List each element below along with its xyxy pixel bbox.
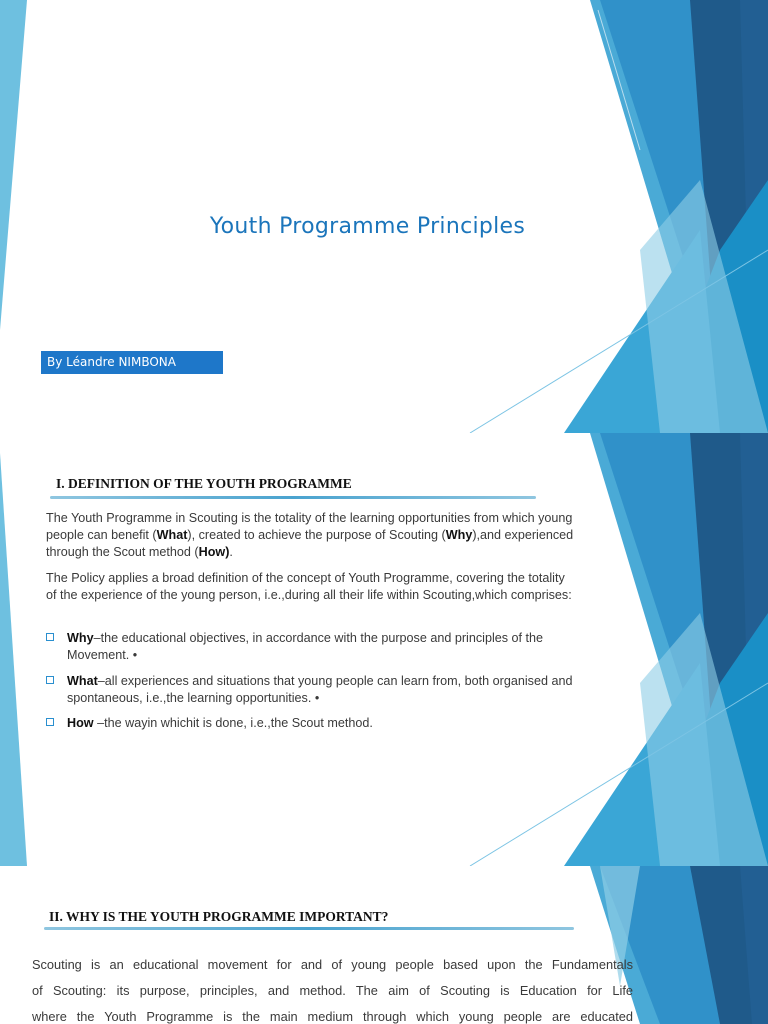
policy-paragraph: The Policy applies a broad definition of the concept of Youth Programme, covering the totality of the experience of the young person, i.e.,during all their life within Scouting,which comprises: xyxy=(46,571,572,602)
heading-underline xyxy=(50,496,536,499)
author-byline: By Léandre NIMBONA xyxy=(41,351,223,374)
importance-line: Scouting is an educational movement for and of young people based upon the Fundamentals xyxy=(32,957,633,972)
hollow-square-bullet-icon xyxy=(46,676,54,684)
importance-line: of Scouting: its purpose, principles, and method. The aim of Scouting is Education for Life xyxy=(32,983,633,998)
importance-line: where the Youth Programme is the main medium through which young people are educated xyxy=(32,1009,633,1024)
section-heading: II. WHY IS THE YOUTH PROGRAMME IMPORTANT? xyxy=(49,909,389,924)
title-slide xyxy=(0,0,768,433)
definition-paragraph: The Youth Programme in Scouting is the totality of the learning opportunities from which young people can benefit (What), created to achieve the purpose of Scouting (Why),and experienced through the Scout method (How). xyxy=(46,511,574,559)
heading-underline xyxy=(44,927,574,930)
list-item: Why–the educational objectives, in accordance with the purpose and principles of the Movement. • xyxy=(46,630,587,664)
hollow-square-bullet-icon xyxy=(46,633,54,641)
hollow-square-bullet-icon xyxy=(46,718,54,726)
slide-title: Youth Programme Principles xyxy=(209,214,526,239)
definition-slide xyxy=(0,433,768,866)
list-item: How –the wayin whichit is done, i.e.,the Scout method. xyxy=(46,715,587,732)
list-item: What–all experiences and situations that young people can learn from, both organised and spontaneous, i.e.,the learning opportunities. • xyxy=(46,673,587,707)
section-heading: I. DEFINITION OF THE YOUTH PROGRAMME xyxy=(56,476,352,491)
importance-slide xyxy=(0,866,768,1024)
